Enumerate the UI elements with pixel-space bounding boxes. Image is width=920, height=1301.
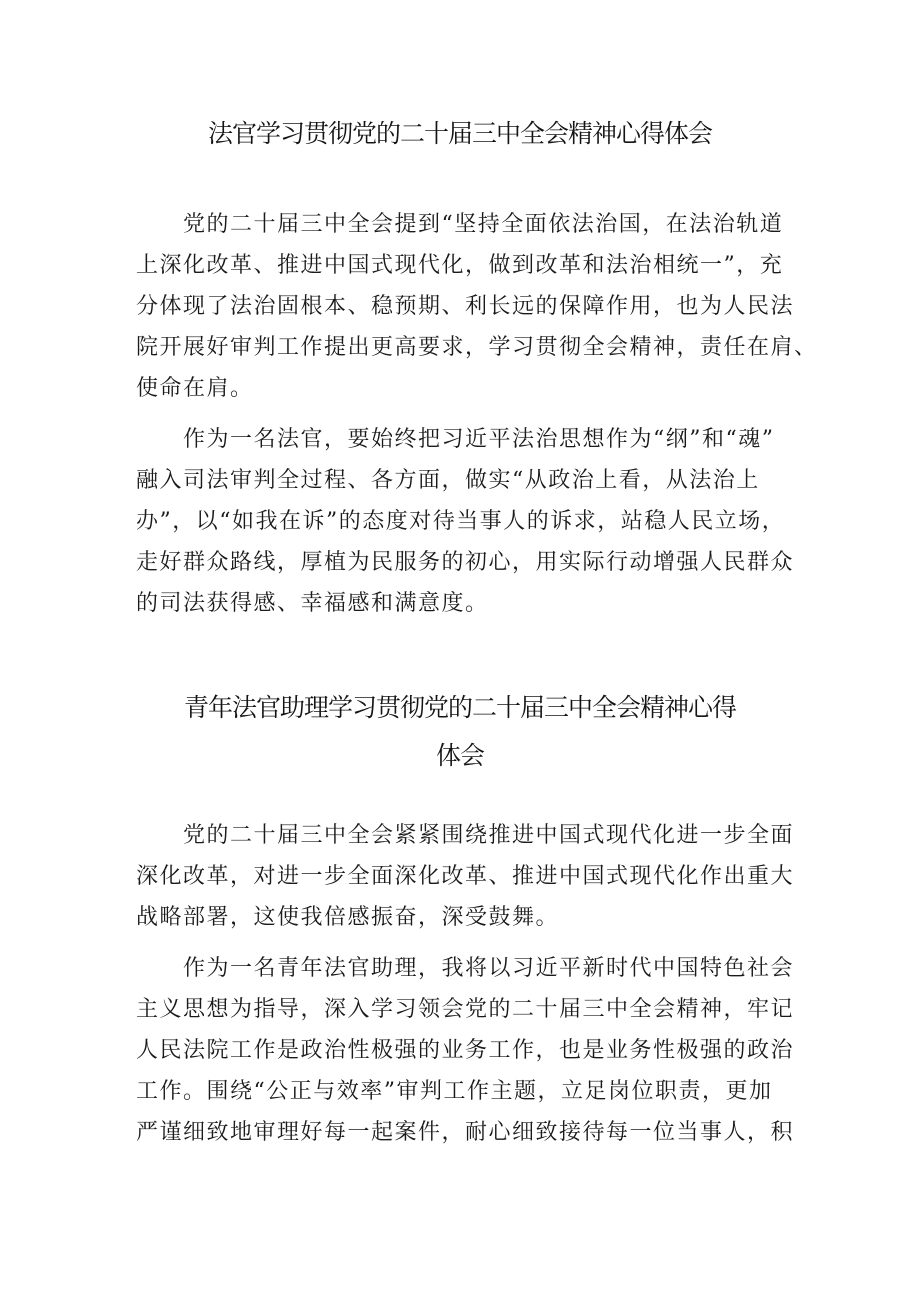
paragraph-line: 作为一名青年法官助理，我将以习近平新时代中国特色社会 xyxy=(136,956,795,981)
paragraph-line: 战略部署，这使我倍感振奋，深受鼓舞。 xyxy=(136,905,560,930)
paragraph-line: 作为一名法官，要始终把习近平法治思想作为“纲”和“魂” xyxy=(136,427,775,452)
paragraph-line: 院开展好审判工作提出更高要求，学习贯彻全会精神，责任在肩、 xyxy=(136,335,818,360)
paragraph-line: 的司法获得感、幸福感和满意度。 xyxy=(136,591,489,616)
paragraph-line: 工作。围绕“公正与效率”审判工作主题，立足岗位职责，更加 xyxy=(136,1079,773,1104)
paragraph-line: 严谨细致地审理好每一起案件，耐心细致接待每一位当事人，积 xyxy=(136,1120,795,1145)
section-1-title: 法官学习贯彻党的二十届三中全会精神心得体会 xyxy=(207,119,712,148)
paragraph-line: 融入司法审判全过程、各方面，做实“从政治上看，从法治上 xyxy=(136,468,760,493)
paragraph-line: 上深化改革、推进中国式现代化，做到改革和法治相统一”，充 xyxy=(136,253,784,278)
section-2-title-line: 体会 xyxy=(435,741,484,770)
paragraph-line: 党的二十届三中全会提到“坚持全面依法治国，在法治轨道 xyxy=(136,212,784,237)
section-1-paragraph-2 xyxy=(136,419,800,624)
section-2-paragraph-1 xyxy=(136,815,800,938)
paragraph-line: 主义思想为指导，深入学习领会党的二十届三中全会精神，牢记 xyxy=(136,997,795,1022)
paragraph-line: 使命在肩。 xyxy=(136,376,254,401)
section-2-title-line: 青年法官助理学习贯彻党的二十届三中全会精神心得 xyxy=(183,693,736,722)
paragraph-line: 党的二十届三中全会紧紧围绕推进中国式现代化进一步全面 xyxy=(136,823,795,848)
section-2-title xyxy=(0,684,920,780)
section-2-paragraph-2 xyxy=(136,948,800,1153)
paragraph-line: 分体现了法治固根本、稳预期、利长远的保障作用，也为人民法 xyxy=(136,294,795,319)
section-1-paragraph-1 xyxy=(136,204,818,409)
paragraph-line: 走好群众路线，厚植为民服务的初心，用实际行动增强人民群众 xyxy=(136,550,795,575)
paragraph-line: 办”，以“如我在诉”的态度对待当事人的诉求，站稳人民立场， xyxy=(136,509,786,534)
paragraph-line: 深化改革，对进一步全面深化改革、推进中国式现代化作出重大 xyxy=(136,864,795,889)
paragraph-line: 人民法院工作是政治性极强的业务工作，也是业务性极强的政治 xyxy=(136,1038,795,1063)
